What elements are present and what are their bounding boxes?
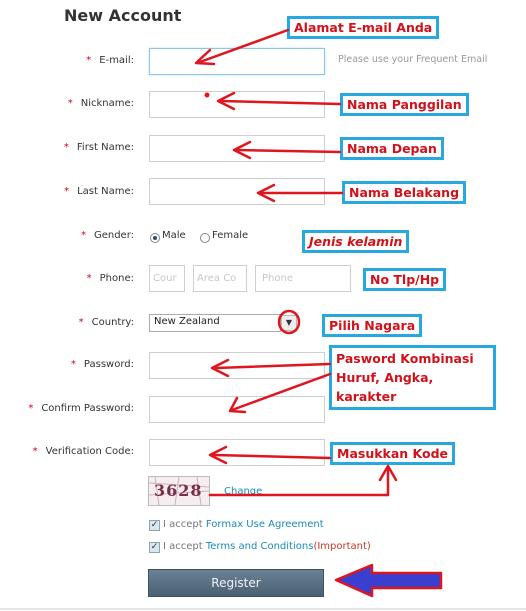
captcha-image bbox=[148, 476, 210, 506]
nickname-label: * Nickname: bbox=[67, 98, 134, 109]
annotation-email: Alamat E-mail Anda bbox=[287, 16, 439, 39]
verification-label: * Verification Code: bbox=[32, 446, 134, 457]
annotation-gender: Jenis kelamin bbox=[302, 230, 409, 253]
annotation-password: Pasword Kombinasi Huruf, Angka, karakter bbox=[329, 345, 496, 410]
gender-label: * Gender: bbox=[80, 230, 134, 241]
first-name-label: * First Name: bbox=[63, 142, 134, 153]
agreement-checkbox-1[interactable]: ✓ bbox=[150, 520, 159, 530]
password-field[interactable] bbox=[149, 352, 325, 379]
formax-use-agreement-link[interactable]: Formax Use Agreement bbox=[205, 519, 324, 530]
page-title: New Account bbox=[64, 6, 182, 25]
agreement-checkbox-2[interactable]: ✓ bbox=[150, 542, 159, 552]
chevron-down-icon[interactable]: ▼ bbox=[281, 315, 297, 331]
email-hint: Please use your Frequent Email bbox=[338, 54, 488, 65]
captcha-text: 3628 bbox=[154, 481, 203, 500]
agreement-text-1: I accept Formax Use Agreement bbox=[163, 519, 324, 530]
annotation-country: Pilih Nagara bbox=[322, 314, 422, 337]
change-captcha-link[interactable]: Change bbox=[224, 486, 263, 497]
annotation-code: Masukkan Kode bbox=[330, 442, 455, 465]
phone-label: * Phone: bbox=[86, 273, 134, 284]
verification-code-field[interactable] bbox=[149, 439, 325, 466]
annotation-phone: No Tlp/Hp bbox=[363, 268, 446, 291]
country-select[interactable]: New Zealand bbox=[149, 314, 281, 332]
gender-female-label[interactable]: Female bbox=[212, 230, 249, 241]
password-label: * Password: bbox=[70, 359, 134, 370]
gender-male-radio[interactable] bbox=[150, 233, 160, 243]
last-name-label: * Last Name: bbox=[64, 186, 134, 197]
email-field[interactable] bbox=[149, 48, 325, 75]
last-name-field[interactable] bbox=[149, 178, 325, 205]
phone-number-field[interactable] bbox=[255, 265, 351, 292]
phone-area-code-field[interactable] bbox=[193, 265, 247, 292]
confirm-password-label: * Confirm Password: bbox=[28, 403, 134, 414]
first-name-field[interactable] bbox=[149, 135, 325, 162]
gender-female-radio[interactable] bbox=[200, 233, 210, 243]
annotation-nickname: Nama Panggilan bbox=[340, 93, 469, 116]
email-label: * E-mail: bbox=[86, 55, 134, 66]
terms-conditions-link[interactable]: Terms and Conditions bbox=[205, 541, 314, 552]
agreement-text-2: I accept Terms and Conditions(Important) bbox=[163, 541, 371, 552]
nickname-field[interactable] bbox=[149, 91, 325, 118]
confirm-password-field[interactable] bbox=[149, 396, 325, 423]
annotation-first-name: Nama Depan bbox=[340, 137, 444, 160]
country-label: * Country: bbox=[78, 317, 134, 328]
arrow-register bbox=[336, 565, 441, 596]
phone-country-code-field[interactable] bbox=[149, 265, 185, 292]
annotation-last-name: Nama Belakang bbox=[342, 181, 466, 204]
register-button[interactable]: Register bbox=[148, 569, 324, 597]
gender-male-label[interactable]: Male bbox=[162, 230, 186, 241]
